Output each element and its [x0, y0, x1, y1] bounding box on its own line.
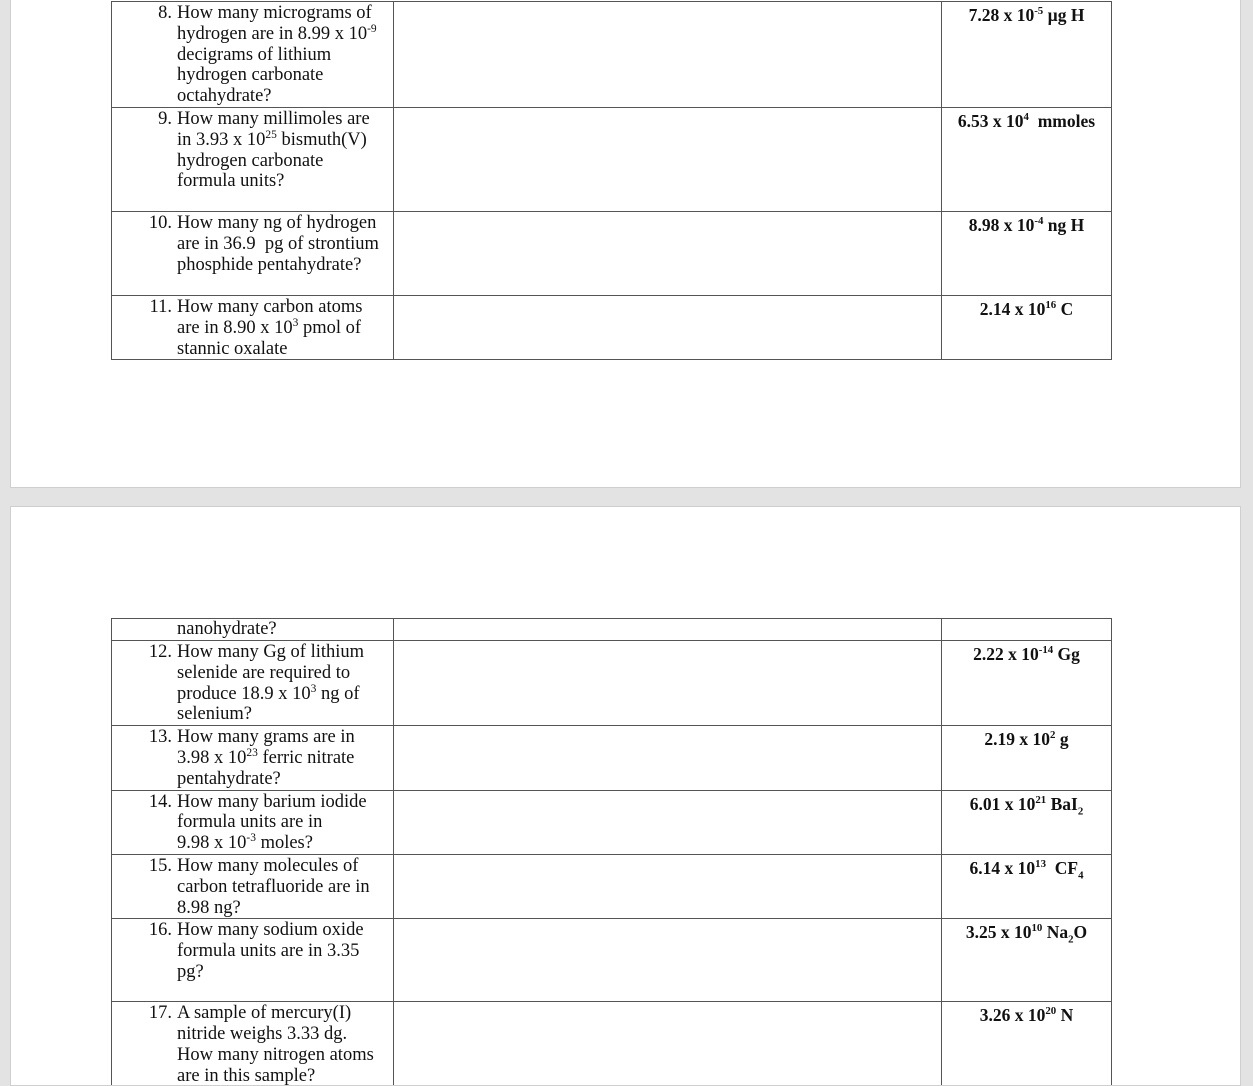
work-cell: [394, 107, 942, 211]
question-number: 14.: [148, 791, 172, 812]
question-cell: [112, 919, 394, 1002]
work-cell: [394, 919, 942, 1002]
question-text: How many barium iodide formula units are in 9.98 x $10^{-3}$ moles?: [177, 791, 367, 854]
question-row-10: [112, 211, 1112, 295]
answer-text: 2.22 x $10^{-14}$ Gg: [973, 644, 1080, 664]
answer-text: 8.98 x $10^{-4}$ ng H: [968, 214, 1085, 235]
answer-cell: [942, 919, 1112, 1002]
questions-table-2: [111, 618, 1112, 1086]
question-number: 17.: [148, 1003, 172, 1024]
answer-text: 2.19 x $10^2$ g: [984, 729, 1069, 750]
question-cell: [112, 295, 394, 359]
answer-text: 3.26 x $10^{20}$ N: [979, 1005, 1074, 1026]
question-row-15: [112, 854, 1112, 918]
question-row-8: [112, 2, 1112, 108]
questions-table-1: [111, 1, 1112, 360]
question-text: How many Gg of lithium selenide are required to produce 18.9 x $10^3$ ng of selenium?: [177, 642, 365, 725]
answer-cell: [942, 295, 1112, 359]
question-cell: [112, 726, 394, 790]
question-number: 16.: [148, 920, 172, 941]
question-row-17: [112, 1002, 1112, 1086]
work-cell: [394, 790, 942, 854]
answer-cell: [942, 854, 1112, 918]
answer-cell: [942, 1002, 1112, 1086]
question-cell: [112, 854, 394, 918]
work-cell: [394, 641, 942, 726]
question-cell: [112, 2, 394, 108]
question-number: 8.: [158, 3, 172, 23]
question-text: How many ng of hydrogen are in 36.9 pg of strontium phosphide pentahydrate?: [177, 212, 379, 275]
answer-text: 3.25 x $10^{10}$ $Na_2O$: [965, 922, 1088, 946]
question-cell: [112, 790, 394, 854]
answer-cell: [942, 211, 1112, 295]
question-text: A sample of mercury(I) nitride weighs 3.33 dg. How many nitrogen atoms are in this sample?: [177, 1003, 374, 1086]
question-text: How many micrograms of hydrogen are in 8.99 x $10^{-9}$ decigrams of lithium hydrogen carbonate octahydrate?: [177, 3, 377, 107]
continuation-cell: [112, 619, 394, 641]
answer-text: 2.14 x $10^{16}$ C: [979, 298, 1074, 319]
work-cell: [394, 619, 942, 641]
question-number: 9.: [158, 108, 172, 129]
work-cell: [394, 1002, 942, 1086]
question-cell: [112, 641, 394, 726]
question-cell: [112, 211, 394, 295]
question-row-9: [112, 107, 1112, 211]
question-row-12: [112, 641, 1112, 726]
answer-text: 6.14 x $10^{13}$ $CF_4$: [969, 857, 1084, 882]
question-number: 13.: [148, 727, 172, 748]
question-number: 10.: [148, 212, 172, 233]
answer-cell: [942, 726, 1112, 790]
work-cell: [394, 211, 942, 295]
question-number: 15.: [148, 855, 172, 876]
answer-text: 6.01 x $10^{21}$ BaI$_2$: [969, 793, 1084, 818]
worksheet-page-2: [10, 506, 1241, 1086]
question-text: How many grams are in 3.98 x $10^{23}$ ferric nitrate pentahydrate?: [177, 727, 355, 789]
work-cell: [394, 2, 942, 108]
work-cell: [394, 854, 942, 918]
question-number: 11.: [149, 296, 172, 317]
work-cell: [394, 726, 942, 790]
answer-text: 7.28 x $10^{-5}$ µg H: [968, 5, 1085, 25]
work-cell: [394, 295, 942, 359]
question-cell: [112, 107, 394, 211]
continuation-text: nanohydrate?: [177, 619, 277, 639]
continuation-row: [112, 619, 1112, 641]
question-row-16: [112, 919, 1112, 1002]
worksheet-page-1: [10, 0, 1241, 488]
question-text: How many carbon atoms are in 8.90 x $10^3$ pmol of stannic oxalate: [177, 296, 363, 359]
answer-cell: [942, 2, 1112, 108]
answer-text: 6.53 x $10^4$ mmoles: [957, 110, 1096, 131]
question-number: 12.: [148, 642, 172, 662]
question-row-11: [112, 295, 1112, 359]
question-row-13: [112, 726, 1112, 790]
answer-cell: [942, 619, 1112, 641]
question-row-14: [112, 790, 1112, 854]
question-cell: [112, 1002, 394, 1086]
question-text: How many millimoles are in 3.93 x $10^{25}$ bismuth(V) hydrogen carbonate formula units?: [177, 108, 370, 192]
question-text: How many sodium oxide formula units are in 3.35 pg?: [177, 920, 364, 982]
answer-cell: [942, 641, 1112, 726]
answer-cell: [942, 107, 1112, 211]
question-text: How many molecules of carbon tetrafluoride are in 8.98 ng?: [177, 855, 370, 918]
answer-cell: [942, 790, 1112, 854]
